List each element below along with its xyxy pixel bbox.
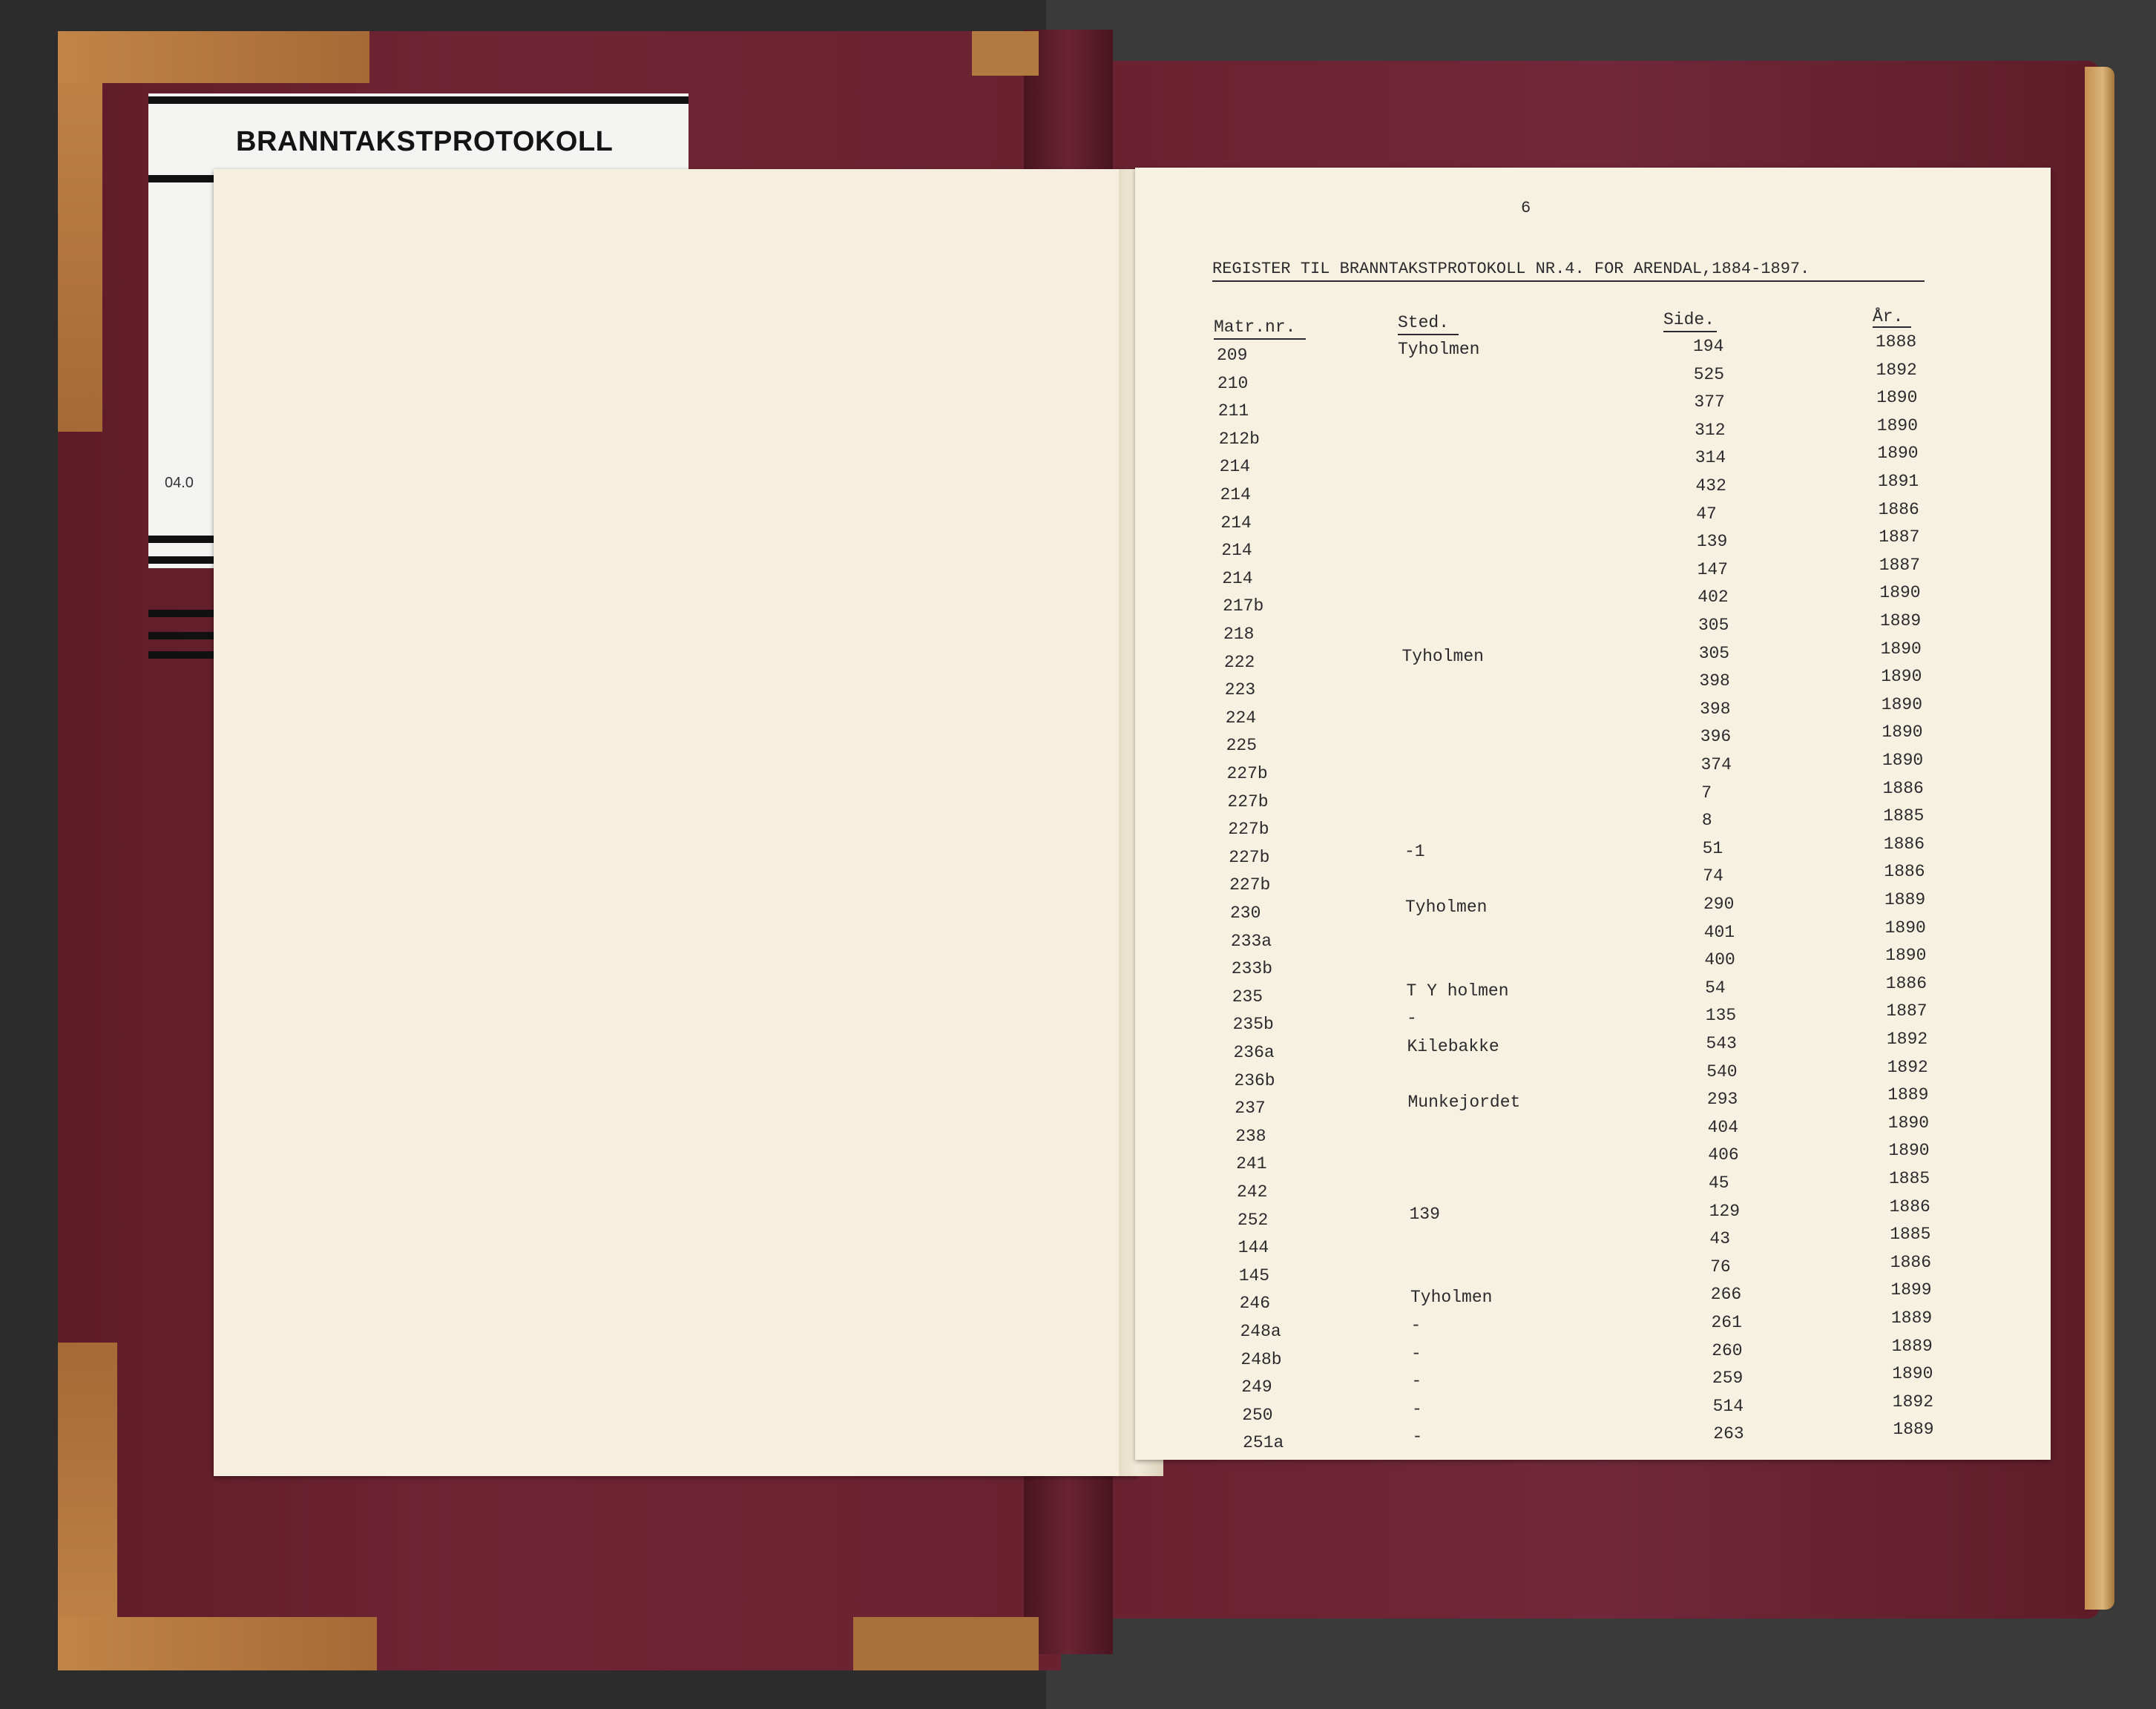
side-cell: 139: [1696, 532, 1728, 552]
side-cell: 543: [1706, 1034, 1737, 1053]
sted-cell: -: [1410, 1316, 1422, 1335]
matr-nr-cell: 225: [1226, 736, 1258, 756]
side-cell: 406: [1708, 1145, 1739, 1165]
matr-nr-cell: 235b: [1232, 1015, 1274, 1035]
side-cell: 305: [1698, 643, 1730, 663]
side-cell: 76: [1710, 1257, 1731, 1277]
aar-cell: 1888: [1876, 332, 1917, 352]
aar-cell: 1886: [1884, 862, 1925, 882]
matr-nr-cell: 250: [1242, 1405, 1273, 1425]
page-number: 6: [1521, 199, 1531, 217]
aar-cell: 1889: [1884, 890, 1926, 909]
aar-cell: 1890: [1881, 694, 1923, 714]
matr-nr-cell: 214: [1222, 568, 1253, 588]
matr-nr-cell: 217b: [1223, 596, 1264, 616]
sted-cell: Munkejordet: [1407, 1093, 1521, 1113]
side-cell: 401: [1703, 922, 1735, 942]
aar-cell: 1890: [1881, 667, 1922, 687]
side-cell: 45: [1709, 1173, 1729, 1193]
side-cell: 525: [1693, 364, 1725, 384]
column-header-matr: Matr.nr.: [1214, 317, 1296, 337]
sted-cell: -: [1411, 1372, 1422, 1392]
aar-cell: 1886: [1885, 973, 1927, 993]
aar-cell: 1890: [1876, 388, 1918, 408]
side-cell: 266: [1710, 1285, 1742, 1305]
aar-cell: 1885: [1883, 806, 1925, 826]
side-cell: 260: [1712, 1340, 1743, 1360]
aar-cell: 1890: [1884, 918, 1926, 938]
sted-cell: Tyholmen: [1410, 1288, 1493, 1308]
leather-corner: [853, 1617, 1039, 1670]
matr-nr-cell: 227b: [1227, 791, 1269, 811]
sted-cell: T Y holmen: [1406, 981, 1509, 1001]
register-heading: REGISTER TIL BRANNTAKSTPROTOKOLL NR.4. FOR ARENDAL,1884-1897.: [1212, 260, 1810, 278]
matr-nr-cell: 235: [1232, 987, 1263, 1007]
leather-corner: [58, 31, 102, 432]
matr-nr-cell: 214: [1220, 513, 1252, 533]
aar-cell: 1886: [1883, 834, 1925, 854]
column-underline: [1873, 326, 1911, 328]
aar-cell: 1886: [1890, 1252, 1932, 1272]
side-cell: 305: [1698, 616, 1729, 635]
matr-nr-cell: 236a: [1233, 1043, 1275, 1062]
matr-nr-cell: 238: [1235, 1126, 1266, 1146]
side-cell: 290: [1703, 895, 1735, 914]
matr-nr-cell: 242: [1237, 1182, 1268, 1202]
side-cell: 514: [1712, 1396, 1744, 1416]
matr-nr-cell: 227b: [1226, 764, 1268, 783]
side-cell: 377: [1694, 392, 1725, 412]
leather-corner: [972, 31, 1039, 76]
side-cell: 147: [1697, 559, 1729, 579]
aar-cell: 1899: [1890, 1280, 1932, 1300]
side-cell: 374: [1700, 755, 1732, 774]
side-cell: 396: [1700, 727, 1732, 747]
matr-nr-cell: 246: [1239, 1294, 1271, 1314]
side-cell: 51: [1702, 838, 1723, 858]
matr-nr-cell: 218: [1223, 625, 1255, 644]
side-cell: 432: [1695, 476, 1726, 495]
sted-cell: -: [1412, 1427, 1423, 1447]
aar-cell: 1887: [1879, 527, 1920, 547]
side-cell: 404: [1707, 1117, 1739, 1137]
aar-cell: 1886: [1889, 1196, 1930, 1216]
side-cell: 402: [1697, 587, 1729, 607]
matr-nr-cell: 145: [1238, 1265, 1270, 1285]
matr-nr-cell: 144: [1238, 1238, 1269, 1258]
side-cell: 314: [1695, 448, 1726, 468]
side-cell: 259: [1712, 1369, 1743, 1389]
sted-cell: 139: [1409, 1204, 1440, 1224]
column-underline: [1214, 338, 1306, 340]
label-bar: [148, 96, 688, 104]
side-cell: 293: [1706, 1090, 1738, 1110]
matr-nr-cell: 251a: [1243, 1433, 1284, 1453]
aar-cell: 1885: [1890, 1225, 1931, 1245]
aar-cell: 1890: [1880, 639, 1922, 659]
matr-nr-cell: 227b: [1229, 847, 1270, 867]
side-cell: 47: [1696, 504, 1717, 524]
side-cell: 261: [1711, 1313, 1742, 1332]
aar-cell: 1889: [1893, 1420, 1934, 1440]
sted-cell: Tyholmen: [1398, 340, 1480, 359]
aar-cell: 1892: [1887, 1030, 1928, 1049]
side-cell: 74: [1703, 866, 1723, 886]
matr-nr-cell: 209: [1217, 346, 1248, 365]
sted-cell: -: [1411, 1343, 1422, 1363]
aar-cell: 1890: [1879, 583, 1921, 603]
aar-cell: 1889: [1880, 611, 1922, 630]
matr-nr-cell: 248b: [1240, 1349, 1282, 1369]
side-cell: 312: [1695, 420, 1726, 440]
column-underline: [1663, 331, 1717, 332]
sted-cell: Tyholmen: [1401, 646, 1484, 666]
sted-cell: Kilebakke: [1407, 1037, 1499, 1056]
aar-cell: 1890: [1882, 751, 1924, 770]
aar-cell: 1890: [1885, 946, 1927, 966]
matr-nr-cell: 252: [1237, 1210, 1269, 1230]
matr-nr-cell: 249: [1241, 1377, 1272, 1397]
aar-cell: 1886: [1878, 499, 1919, 519]
aar-cell: 1890: [1887, 1113, 1930, 1133]
side-cell: 43: [1709, 1229, 1730, 1249]
aar-cell: 1889: [1891, 1308, 1933, 1328]
aar-cell: 1891: [1878, 472, 1919, 491]
matr-nr-cell: 236b: [1234, 1070, 1275, 1090]
matr-nr-cell: 211: [1217, 401, 1249, 421]
matr-nr-cell: 214: [1219, 457, 1251, 477]
leather-corner: [58, 1617, 377, 1670]
matr-nr-cell: 233a: [1230, 931, 1272, 951]
aar-cell: 1890: [1892, 1364, 1933, 1384]
matr-nr-cell: 233b: [1231, 959, 1273, 979]
matr-nr-cell: 227b: [1229, 875, 1271, 895]
matr-nr-cell: 224: [1225, 708, 1257, 728]
sted-cell: -: [1407, 1009, 1417, 1029]
column-header-aar: År.: [1873, 307, 1904, 326]
matr-nr-cell: 214: [1220, 485, 1251, 504]
leather-corner: [58, 31, 369, 83]
sted-cell: Tyholmen: [1405, 898, 1488, 917]
side-cell: 263: [1713, 1424, 1744, 1444]
side-cell: 398: [1700, 699, 1731, 719]
matr-nr-cell: 214: [1221, 541, 1252, 561]
side-cell: 540: [1706, 1061, 1738, 1081]
matr-nr-cell: 237: [1235, 1099, 1266, 1119]
side-cell: 135: [1705, 1006, 1737, 1026]
matr-nr-cell: 227b: [1228, 820, 1269, 840]
left-page: [214, 169, 1138, 1476]
matr-nr-cell: 212b: [1218, 429, 1260, 449]
side-cell: 400: [1704, 950, 1735, 970]
aar-cell: 1890: [1876, 415, 1919, 435]
aar-cell: 1890: [1888, 1141, 1930, 1161]
aar-cell: 1885: [1889, 1169, 1930, 1188]
aar-cell: 1887: [1886, 1001, 1927, 1021]
matr-nr-cell: 210: [1217, 373, 1249, 393]
side-cell: 194: [1693, 337, 1724, 356]
sted-cell: -1: [1404, 841, 1425, 861]
sted-cell: -: [1412, 1399, 1422, 1419]
aar-cell: 1886: [1882, 778, 1924, 798]
side-cell: 398: [1699, 671, 1730, 691]
aar-cell: 1892: [1876, 360, 1917, 380]
column-header-sted: Sted.: [1398, 313, 1450, 332]
side-cell: 8: [1701, 811, 1712, 831]
matr-nr-cell: 248a: [1240, 1322, 1281, 1341]
side-cell: 129: [1709, 1201, 1741, 1221]
side-cell: 7: [1701, 783, 1712, 803]
matr-nr-cell: 230: [1230, 903, 1261, 923]
label-code: 04.0: [165, 475, 194, 491]
page-edges: [2085, 67, 2114, 1610]
column-underline: [1398, 334, 1459, 335]
aar-cell: 1892: [1892, 1392, 1934, 1412]
aar-cell: 1887: [1879, 555, 1921, 575]
aar-cell: 1890: [1877, 444, 1919, 464]
matr-nr-cell: 241: [1236, 1154, 1267, 1174]
label-title: BRANNTAKSTPROTOKOLL: [236, 126, 614, 157]
column-header-side: Side.: [1663, 310, 1715, 329]
heading-underline: [1212, 280, 1925, 282]
aar-cell: 1890: [1881, 722, 1923, 742]
side-cell: 54: [1705, 978, 1726, 998]
aar-cell: 1892: [1887, 1057, 1928, 1077]
right-page: [1135, 168, 2051, 1460]
matr-nr-cell: 223: [1224, 680, 1256, 700]
matr-nr-cell: 222: [1223, 652, 1255, 672]
aar-cell: 1889: [1891, 1336, 1933, 1356]
aar-cell: 1889: [1887, 1085, 1929, 1105]
